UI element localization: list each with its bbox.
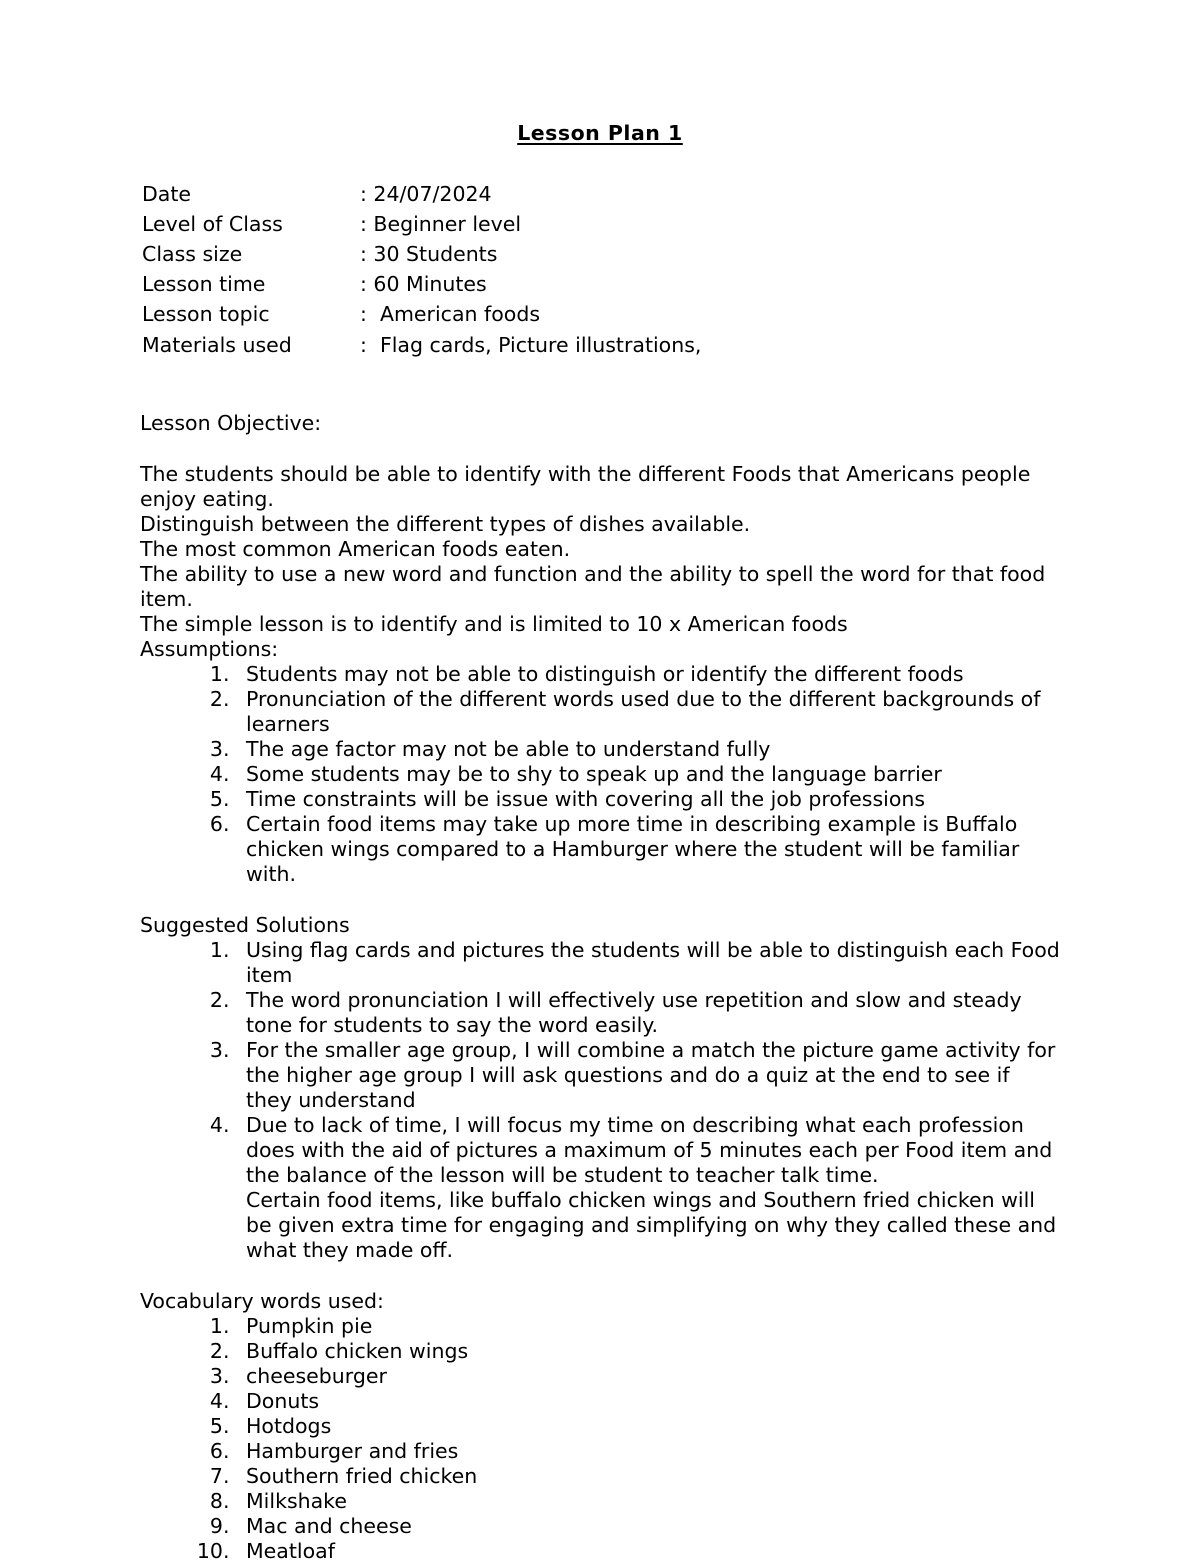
list-item: 8. Milkshake [236,1489,1060,1514]
objective-paragraph-2: Distinguish between the different types of dishes available. [140,511,751,536]
meta-value-materials-used: : Flag cards, Picture illustrations, [360,332,702,357]
page-title [140,120,1060,148]
list-item: 4. Donuts [236,1389,1060,1414]
list-item: 2. Buffalo chicken wings [236,1339,1060,1364]
list-item: 1. Pumpkin pie [236,1314,1060,1339]
list-item: 3. cheeseburger [236,1364,1060,1389]
meta-label-class-size: Class size [142,242,243,267]
list-item: 5. Time constraints will be issue with covering all the job professions [236,787,1060,812]
table-row [142,212,701,242]
suggested-solutions-list [140,938,1060,1263]
list-item: 6. Hamburger and fries [236,1439,1060,1464]
meta-label-lesson-topic: Lesson topic [142,302,270,327]
table-row [142,272,701,302]
solutions-extra-paragraph: Certain food items, like buffalo chicken wings and Southern fried chicken will be given extra time for engaging and simplifying on why they called these and what they made off. [246,1187,1057,1262]
list-item: 2. Pronunciation of the different words used due to the different backgrounds of learners [236,687,1060,737]
spacer [140,1263,1060,1289]
objective-paragraph-4: The ability to use a new word and function and the ability to spell the word for that food item. [140,561,1046,611]
spacer [140,436,1060,462]
list-item: 3. For the smaller age group, I will combine a match the picture game activity for the higher age group I will ask questions and do a quiz at the end to see if they understand [236,1038,1060,1113]
objective-paragraph-1: The students should be able to identify with the different Foods that Americans people enjoy eating. [140,461,1031,511]
suggested-solutions-heading: Suggested Solutions [140,912,350,937]
meta-label-level-of-class: Level of Class [142,211,283,236]
list-item: 10. Meatloaf [236,1539,1060,1564]
list-item [236,1113,1060,1263]
assumptions-heading: Assumptions: [140,636,279,661]
table-row [142,302,701,332]
meta-label-date: Date [142,181,191,206]
list-item: 9. Mac and cheese [236,1514,1060,1539]
meta-value-level-of-class: : Beginner level [360,211,522,236]
meta-value-class-size: : 30 Students [360,242,498,267]
list-item: 5. Hotdogs [236,1414,1060,1439]
list-item: 1. Using flag cards and pictures the students will be able to distinguish each Food item [236,938,1060,988]
meta-value-lesson-topic: : American foods [360,302,541,327]
list-item: 6. Certain food items may take up more time in describing example is Buffalo chicken wings compared to a Hamburger where the student will be familiar with. [236,812,1060,887]
lesson-meta-table [142,182,701,363]
objective-paragraph-3: The most common American foods eaten. [140,536,571,561]
vocabulary-list [140,1314,1060,1564]
spacer [140,363,1060,411]
assumptions-list [140,662,1060,887]
list-item: 2. The word pronunciation I will effectively use repetition and slow and steady tone for students to say the word easily. [236,988,1060,1038]
list-item: 3. The age factor may not be able to understand fully [236,737,1060,762]
objective-paragraph-5: The simple lesson is to identify and is limited to 10 x American foods [140,611,848,636]
list-item: 1. Students may not be able to distinguish or identify the different foods [236,662,1060,687]
table-row [142,242,701,272]
list-item: 4. Some students may be to shy to speak up and the language barrier [236,762,1060,787]
vocabulary-heading: Vocabulary words used: [140,1288,384,1313]
table-row [142,182,701,212]
list-item-text: Due to lack of time, I will focus my time on describing what each profession does with the aid of pictures a maximum of 5 minutes each per Food item and the balance of the lesson will be student to teacher talk time. [246,1112,1053,1187]
spacer [140,887,1060,913]
meta-value-date: : 24/07/2024 [360,181,492,206]
table-row [142,333,701,363]
list-item: 7. Southern fried chicken [236,1464,1060,1489]
meta-value-lesson-time: : 60 Minutes [360,272,487,297]
lesson-objective-heading: Lesson Objective: [140,410,322,435]
meta-label-lesson-time: Lesson time [142,272,266,297]
meta-label-materials-used: Materials used [142,332,292,357]
page-title-text: Lesson Plan 1 [517,121,683,145]
